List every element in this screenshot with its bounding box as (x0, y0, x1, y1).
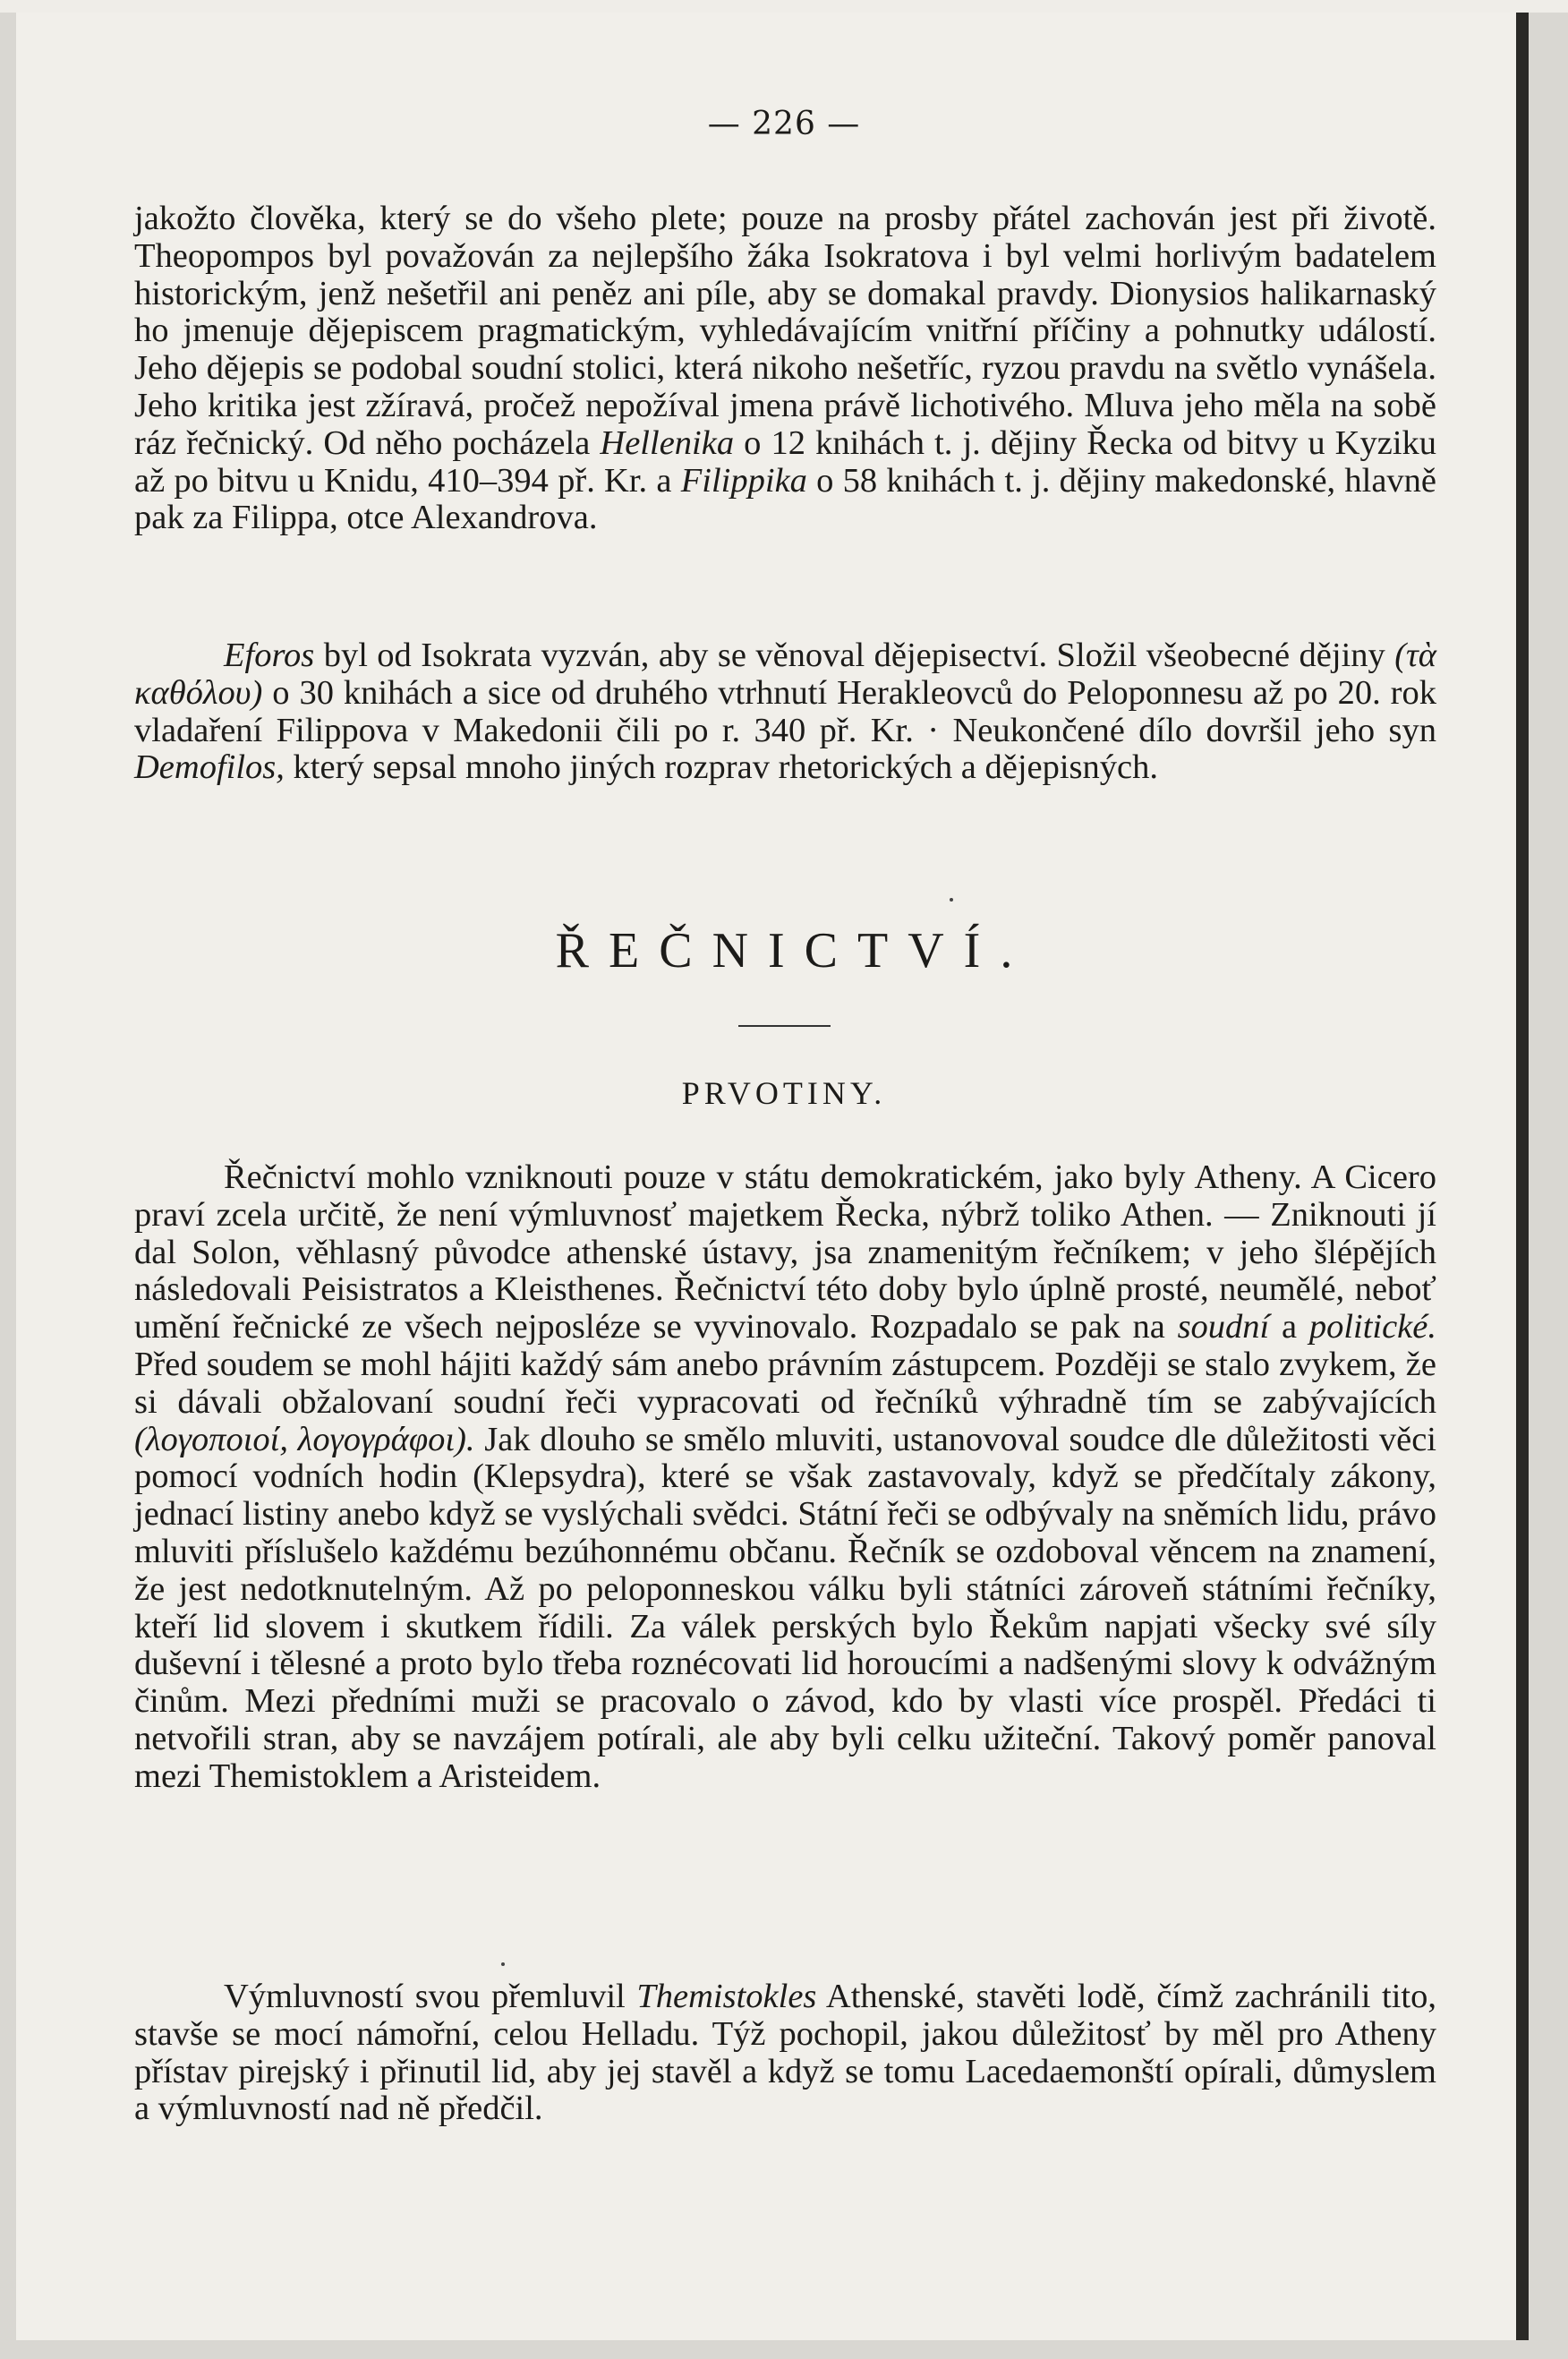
greek-phrase: (τὰ καθόλου) (134, 637, 1437, 712)
text-run: o 12 knihách t. j. dějiny Řecka od bitvy u Kyziku až po bitvu u Knidu, 410–394 př. Kr. a (134, 423, 1437, 500)
italic-name-themistokles: Themistokles (636, 1978, 817, 2015)
text-run: a (1281, 1308, 1298, 1346)
italic-soudni: soudní (1177, 1308, 1270, 1346)
page-number: — 226 — (707, 106, 861, 142)
chapter-title: ŘEČNICTVÍ. (555, 923, 1033, 979)
italic-politicke: politické. (1308, 1308, 1436, 1346)
text-run: Jak dlouho se smělo mluviti, ustanovoval soudce dle důležitosti věci pomocí vodních hodin (Klepsydra), které se však zastavovaly, když se předčítaly zákony, jednací listiny anebo když se vyslýchali svědci. Státní řeči se odbývaly na sněmích lidu, právo mluviti příslušelo každému bezúhonnému občanu. Řečník se ozdoboval věncem na znamení, že jest nedotknutelným. Až po peloponneskou válku byli státníci zároveň státními řečníky, kteří lid slovem i skutkem řídili. Za válek perských bylo Řekům napjati všecky své síly duševní i tělesné a proto bylo třeba roznécovati lid horoucími a nadšenými slovy k odvážným činům. Mezi předními muži se pracovalo o závod, kdo by vlasti více prospěl. Předáci ti netvořili stran, aby se navzájem potírali, ale aby byli celku užiteční. Takový poměr panoval mezi Themistoklem a Aristeidem. (134, 1420, 1437, 1795)
text-run: Řečnictví mohlo vzniknouti pouze v státu demokratickém, jako byly Atheny. A Cicero praví zcela určitě, že není výmluvnosť majetkem Řecka, nýbrž toliko Athen. — Zniknouti jí dal Solon, věhlasný původce athenské ústavy, jsa znamenitým řečníkem; v jeho šlépějích následovali Peisistratos a Kleisthenes. Řečnictví této doby bylo úplně prosté, neumělé, neboť umění řečnické ze všech nejposléze se vyvinovalo. Rozpadalo se pak na (134, 1158, 1436, 1346)
italic-name-eforos: Eforos (224, 637, 315, 674)
title-divider (738, 1025, 831, 1027)
ink-speck (501, 1962, 505, 1966)
paragraph-themistokles (134, 1979, 1436, 2128)
ink-speck (950, 898, 953, 902)
italic-title-hellenika: Hellenika (600, 423, 735, 462)
text-run: který sepsal mnoho jiných rozprav rhetorických a dějepisných. (293, 748, 1158, 787)
text-run: Athenské, stavěti lodě, čímž zachránili tito, stavše se mocí námořní, celou Helladu. Týž pochopil, jakou důležitosť by měl pro Atheny přístav pirejský i přinutil lid, aby jej stavěl a když se tomu Lacedaemonští opírali, důmyslem a výmluvností nad ně předčil. (134, 1978, 1437, 2128)
scan-background (0, 0, 1568, 13)
text-run: jakožto člověka, který se do všeho plete; pouze na prosby přátel zachován jest při životě. Theopompos byl považován za nejlepšího žáka Isokratova i byl velmi horlivým badatelem historickým, jenž nešetřil ani peněz ani píle, aby se domakal pravdy. Dionysios halikarnaský ho jmenuje dějepiscem pragmatickým, vyhledávajícím vnitřní příčiny a pohnutky událostí. Jeho dějepis se podobal soudní stolici, která nikoho nešetříc, ryzou pravdu na světlo vynášela. Jeho kritika jest zžíravá, pročež nepožíval jmena právě lichotivého. Mluva jeho měla na sobě ráz řečnický. Od něho pocházela (134, 200, 1436, 462)
text-run: Výmluvností svou přemluvil (224, 1978, 626, 2015)
italic-title-filippika: Filippika (680, 461, 807, 500)
paragraph-theopompos (134, 201, 1436, 537)
italic-name-demofilos: Demofilos, (134, 748, 285, 787)
section-subtitle: PRVOTINY. (681, 1075, 887, 1111)
text-run: Před soudem se mohl hájiti každý sám anebo právním zástupcem. Později se stalo zvykem, že si dávali obžalovaní soudní řeči vypracovati od řečníků výhradně tím se zabývajících (134, 1345, 1436, 1421)
text-run: o 58 knihách t. j. dějiny makedonské, hlavně pak za Filippa, otce Alexandrova. (134, 461, 1437, 537)
paragraph-eforos (134, 637, 1436, 787)
text-run: byl od Isokrata vyzván, aby se věnoval dějepisectví. Složil všeobecné dějiny (323, 637, 1385, 674)
paragraph-recnictvi (134, 1159, 1436, 1796)
text-run: o 30 knihách a sice od druhého vtrhnutí Herakleovců do Peloponnesu až po 20. rok vladaření Filippova v Makedonii čili po r. 340 př. Kr. · Neukončené dílo dovršil jeho syn (134, 673, 1436, 749)
greek-phrase: (λογοποιοί, λογογράφοι). (134, 1420, 475, 1458)
